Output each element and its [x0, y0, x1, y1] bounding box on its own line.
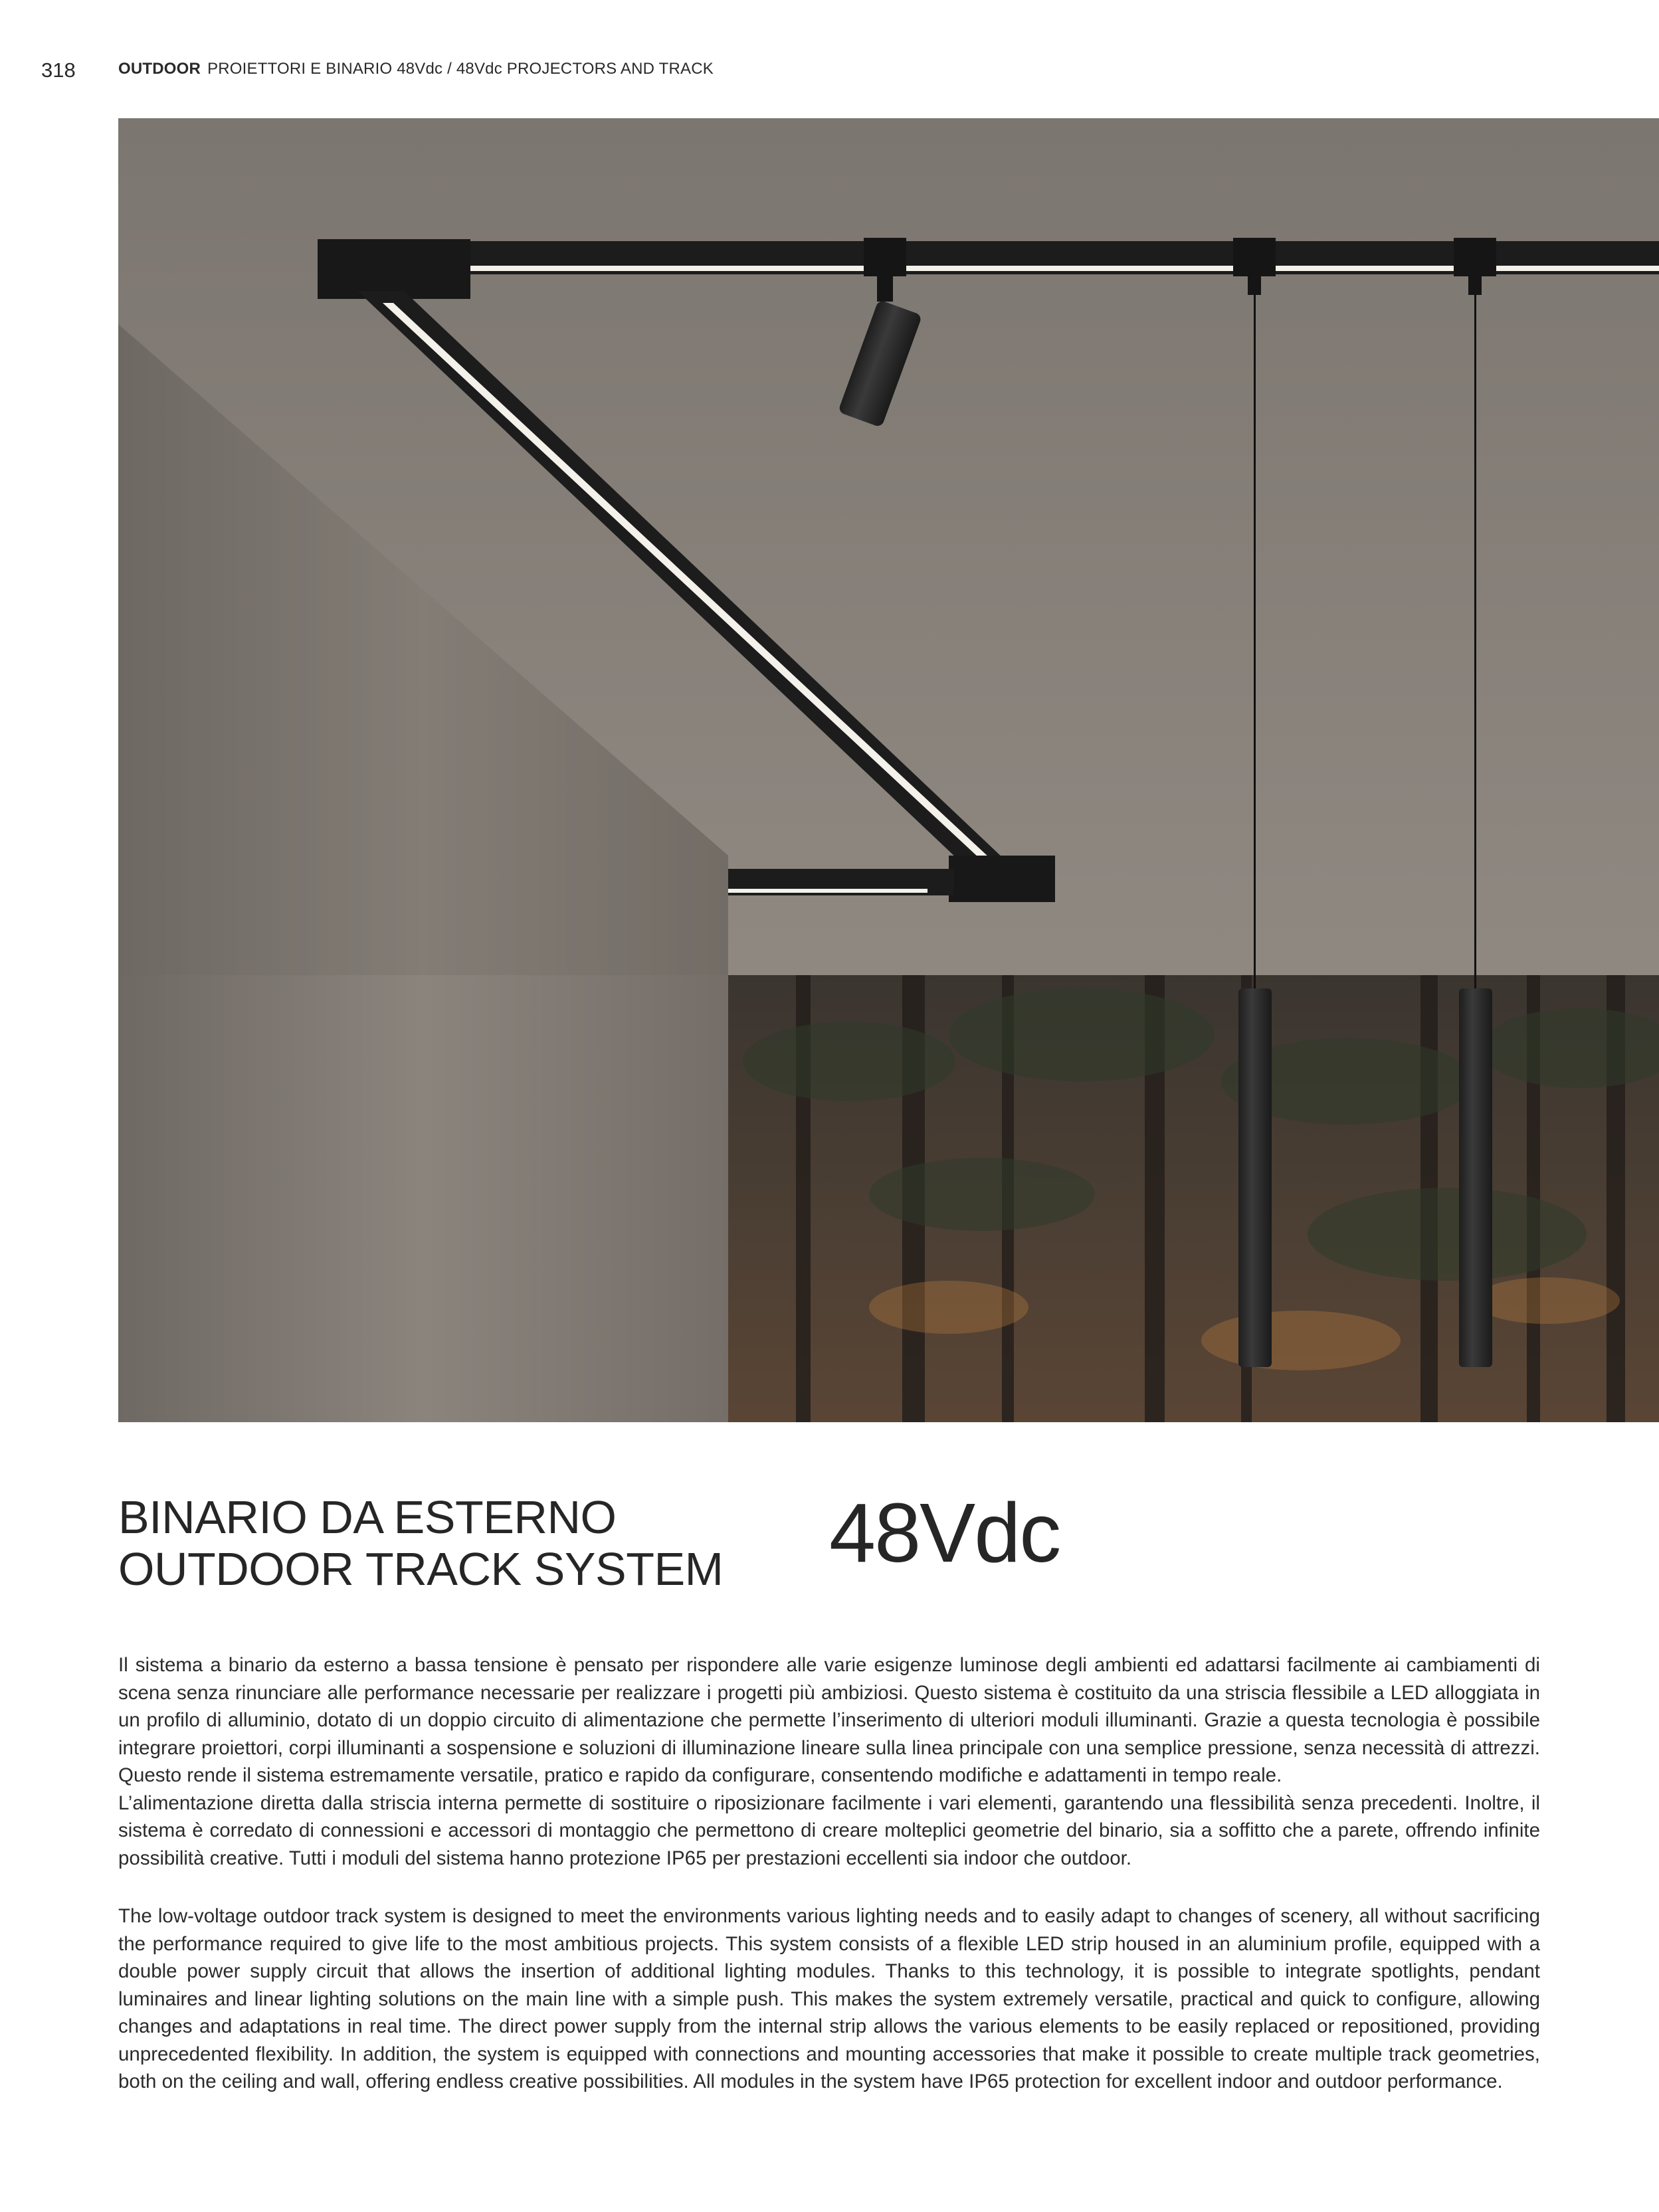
section-label: OUTDOOR	[118, 60, 201, 78]
track-system-scene-illustration	[118, 118, 1659, 1422]
description-italian-p1: Il sistema a binario da esterno a bassa tensione è pensato per rispondere alle varie esigenze luminose degli ambienti ed adattarsi facilmente ai cambiamenti di scena senza rinunciare alle performance necessarie per realizzare i progetti più ambiziosi. Questo sistema è costituito da una striscia flessibile a LED alloggiata in un profilo di alluminio, dotato di un doppio circuito di alimentazione che permette l’inserimento di ulteriori moduli illuminanti. Grazie a questa tecnologia è possibile integrare proiettori, corpi illuminanti a sospensione e soluzioni di illuminazione lineare sulla linea principale con una semplice pressione, senza necessità di attrezzi. Questo rende il sistema estremamente versatile, pratico e rapido da configurare, consentendo modifiche e adattamenti in tempo reale.	[118, 1654, 1540, 1786]
product-title	[118, 1491, 723, 1595]
running-header	[118, 60, 714, 78]
title-english: OUTDOOR TRACK SYSTEM	[118, 1543, 724, 1595]
voltage-label: 48Vdc	[829, 1486, 1060, 1580]
title-italian: BINARIO DA ESTERNO	[118, 1491, 617, 1543]
description-english	[118, 1902, 1540, 2096]
page-number: 318	[41, 58, 76, 82]
hero-photo	[118, 118, 1659, 1422]
description-italian-p2: L’alimentazione diretta dalla striscia interna permette di sostituire o riposizionare facilmente i vari elementi, garantendo una flessibilità senza precedenti. Inoltre, il sistema è corredato di connessioni e accessori di montaggio che permettono di creare molteplici geometrie del binario, sia a soffitto che a parete, offrendo infinite possibilità creative. Tutti i moduli del sistema hanno protezione IP65 per prestazioni eccellenti sia indoor che outdoor.	[118, 1792, 1540, 1869]
description-italian	[118, 1651, 1540, 1872]
section-subtitle: PROIETTORI E BINARIO 48Vdc / 48Vdc PROJECTORS AND TRACK	[207, 60, 714, 78]
description-english-p1: The low-voltage outdoor track system is designed to meet the environments various lighting needs and to easily adapt to changes of scenery, all without sacrificing the performance required to give life to the most ambitious projects. This system consists of a flexible LED strip housed in an aluminium profile, equipped with a double power supply circuit that allows the insertion of additional lighting modules. Thanks to this technology, it is possible to integrate spotlights, pendant luminaires and linear lighting solutions on the main line with a simple push. This makes the system extremely versatile, practical and quick to configure, allowing changes and adaptations in real time. The direct power supply from the internal strip allows the various elements to be easily replaced or repositioned, providing unprecedented flexibility. In addition, the system is equipped with connections and mounting accessories that make it possible to create multiple track geometries, both on the ceiling and wall, offering endless creative possibilities. All modules in the system have IP65 protection for excellent indoor and outdoor performance.	[118, 1905, 1540, 2092]
